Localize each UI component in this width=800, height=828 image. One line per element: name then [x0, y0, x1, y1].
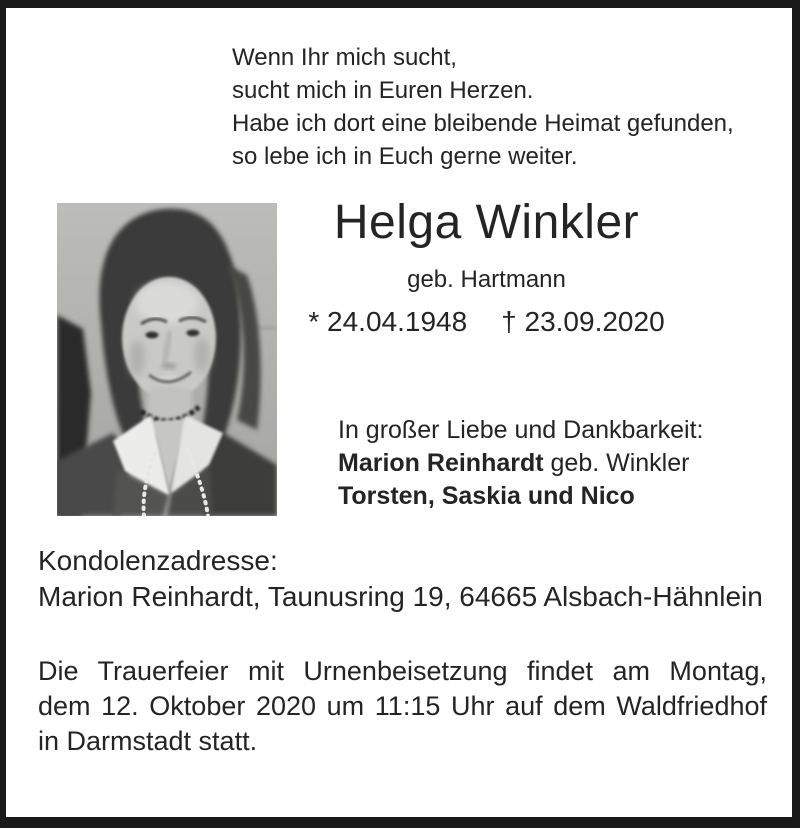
- life-dates: [300, 305, 673, 339]
- funeral-notice: [38, 654, 767, 759]
- funeral-line: dem 12. Oktober 2020 um 11:15 Uhr auf dem Waldfriedhof: [38, 691, 767, 721]
- memorial-verse: [232, 41, 734, 173]
- deceased-header: [300, 197, 673, 339]
- deceased-birth-name: geb. Hartmann: [407, 266, 566, 293]
- funeral-line: Die Trauerfeier mit Urnenbeisetzung findet am Montag,: [38, 656, 767, 686]
- birth-date: * 24.04.1948: [308, 306, 468, 337]
- verse-line: Wenn Ihr mich sucht,: [232, 44, 457, 71]
- portrait-photo: [57, 203, 277, 516]
- death-date: † 23.09.2020: [501, 306, 665, 337]
- family-line-daughter: [338, 447, 704, 480]
- daughter-name: Marion Reinhardt: [338, 449, 544, 477]
- condolence-label: Kondolenzadresse:: [38, 545, 278, 576]
- verse-line: so lebe ich in Euch gerne weiter.: [232, 143, 578, 170]
- verse-line: sucht mich in Euren Herzen.: [232, 77, 534, 104]
- verse-line: Habe ich dort eine bleibende Heimat gefunden,: [232, 110, 734, 137]
- condolence-block: [38, 543, 763, 615]
- deceased-name: Helga Winkler: [333, 196, 640, 249]
- family-intro: In großer Liebe und Dankbarkeit:: [338, 416, 704, 444]
- mourning-family-block: [338, 414, 704, 513]
- condolence-address: Marion Reinhardt, Taunusring 19, 64665 Alsbach-Hähnlein: [38, 581, 763, 612]
- portrait-photo-illustration: [57, 203, 277, 516]
- family-line-grandchildren: Torsten, Saskia und Nico: [338, 482, 635, 510]
- funeral-line: in Darmstadt statt.: [38, 726, 258, 756]
- daughter-birth-name: geb. Winkler: [543, 449, 690, 477]
